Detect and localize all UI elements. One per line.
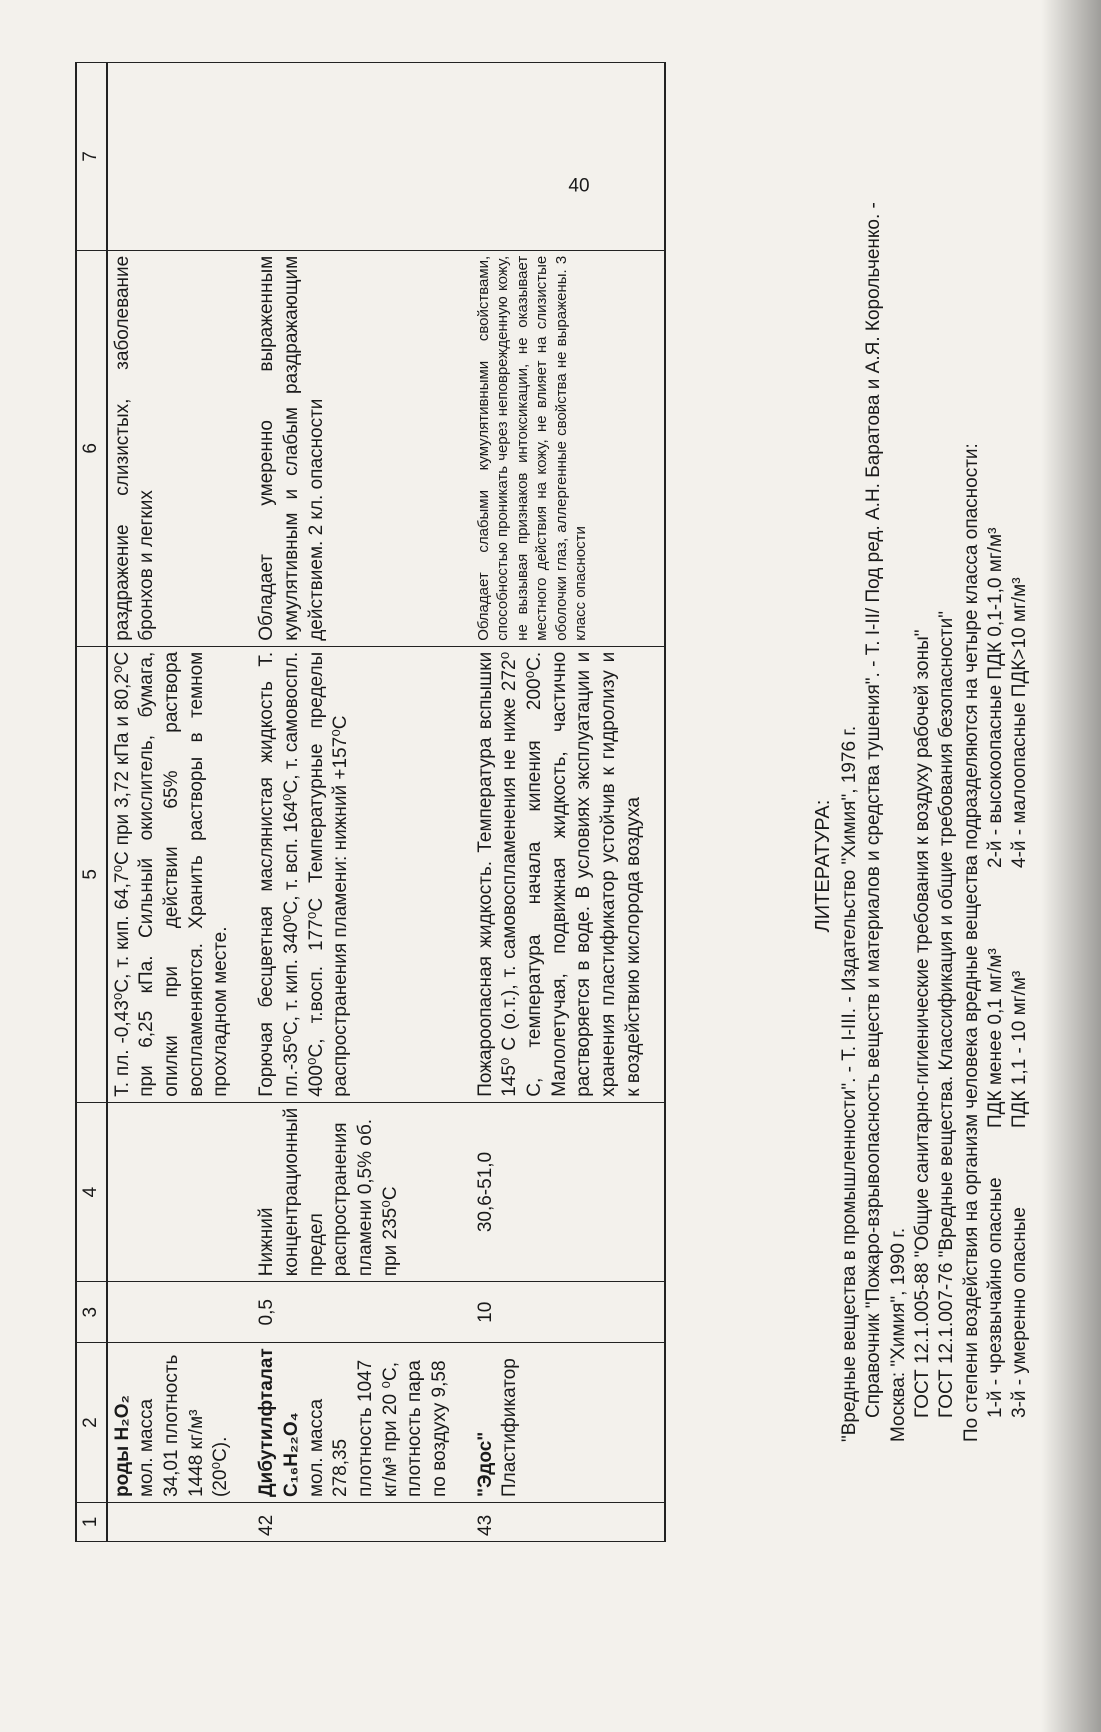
hazard-class-pdk: ПДК 1,1 - 10 мг/м³	[1009, 970, 1031, 1128]
literature-item: Справочник "Пожаро-взрывоопасность веществ и материалов и средства тушения". - Т. I-II/ Под ред. А.Н. Баратова и А.Я. Корольченко. -	[863, 202, 885, 1418]
fire-hazard-cell: Горючая бесцветная маслянистая жидкость Т. пл.-35⁰С, т. кип. 340⁰С, т. всп. 164⁰С, т. самовоспл. 400⁰С, т.восп. 177⁰С Температурные пределы распространения пламени: нижний +157⁰С	[252, 646, 471, 1102]
substance-name: "Эдос"	[474, 1431, 496, 1497]
page-number: 40	[568, 175, 590, 197]
substance-name-cell	[471, 1343, 666, 1503]
concentration-cell	[107, 1102, 252, 1281]
concentration-cell: Нижний концентрационный предел распространения пламени 0,5% об. при 235⁰С	[252, 1102, 471, 1281]
substance-props: Пластификатор	[499, 1358, 521, 1497]
substance-props: мол. масса 34,01 плотность 1448 кг/м³ (20⁰С).	[136, 1354, 232, 1497]
pdk-cell: 0,5	[252, 1282, 471, 1343]
col7-cell	[471, 63, 666, 251]
pdk-cell: 10	[471, 1282, 666, 1343]
literature-item: ГОСТ 12.1.005-88 "Общие санитарно-гигиенические требования к воздуху рабочей зоны"	[911, 629, 933, 1418]
substance-name-cell	[107, 1343, 252, 1503]
col7-cell	[107, 63, 252, 251]
hazard-class-label: 1-й - чрезвычайно опасные	[984, 1177, 1006, 1418]
header-col-3: 3	[76, 1282, 107, 1343]
pdk-cell	[107, 1282, 252, 1343]
hazard-class-row	[1008, 22, 1032, 1442]
hazard-class-pdk: ПДК менее 0,1 мг/м³	[984, 948, 1006, 1128]
table-header-row	[76, 63, 107, 1542]
row-number	[107, 1503, 252, 1542]
hazard-class-second: 2-й - высокоопасные ПДК 0,1-1,0 мг/м³	[984, 527, 1006, 868]
header-col-7: 7	[76, 63, 107, 251]
literature-item: Москва: "Химия", 1990 г.	[887, 1227, 909, 1442]
literature-list	[838, 22, 1033, 1442]
hazard-classes-intro: По степени воздействия на организм человека вредные вещества подразделяются на четыре класса опасности:	[960, 443, 982, 1442]
substance-name: Дибутилфталат C₁₆H₂₂O₄	[256, 1348, 302, 1497]
header-col-1: 1	[76, 1503, 107, 1542]
fire-hazard-cell: Пожароопасная жидкость. Температура вспышки 145⁰ С (о.т.), т. самовоспламенения не ниже 272⁰ С, температура начала кипения 200⁰С. Малолетучая, подвижная жидкость, частично растворяется в воде. В условиях эксплуатации и хранения пластификатор устойчив к гидролизу и к воздействию кислорода воздуха	[471, 646, 666, 1102]
literature-item: ГОСТ 12.1.007-76 "Вредные вещества. Классификация и общие требования безопасности"	[936, 611, 958, 1418]
toxicity-cell: Обладает слабыми кумулятивными свойствами, способностью проникать через неповрежденную кожу, не вызывая признаков интоксикации, не оказывает местного действия на кожу, не влияет на слизистые оболочки глаз, аллергенные свойства не выражены. 3 класс опасности	[471, 250, 666, 646]
header-col-6: 6	[76, 250, 107, 646]
literature-item: "Вредные вещества в промышленности". - Т. I-III. - Издательство "Химия", 1976 г.	[839, 725, 860, 1442]
row-number: 42	[252, 1503, 471, 1542]
page-edge-shadow	[1041, 0, 1101, 1732]
table-row	[471, 63, 666, 1542]
substance-name: роды H₂O₂	[111, 1395, 133, 1497]
hazard-table	[75, 62, 666, 1542]
header-col-4: 4	[76, 1102, 107, 1281]
fire-hazard-cell: Т. пл. -0,43⁰С, т. кип. 64,7⁰С при 3,72 кПа и 80,2⁰С при 6,25 кПа. Сильный окислитель, бумага, опилки при действии 65% раствора воспламеняются. Хранить растворы в темном прохладном месте.	[107, 646, 252, 1102]
literature-title: ЛИТЕРАТУРА:	[812, 799, 834, 933]
substance-name-cell	[252, 1343, 471, 1503]
substance-props: мол. масса 278,35 плотность 1047 кг/м³ при 20 ⁰С, плотность пара по воздуху 9,58	[305, 1359, 450, 1497]
toxicity-cell: Обладает умеренно выраженным кумулятивным и слабым раздражающим действием. 2 кл. опасности	[252, 250, 471, 646]
hazard-class-row	[984, 22, 1008, 1442]
col7-cell	[252, 63, 471, 251]
hazard-class-label: 3-й - умеренно опасные	[1009, 1207, 1031, 1418]
concentration-cell: 30,6-51,0	[471, 1102, 666, 1281]
table-row	[252, 63, 471, 1542]
header-col-5: 5	[76, 646, 107, 1102]
row-number: 43	[471, 1503, 666, 1542]
header-col-2: 2	[76, 1343, 107, 1503]
toxicity-cell: раздражение слизистых, заболевание бронхов и легких	[107, 250, 252, 646]
table-row	[107, 63, 252, 1542]
hazard-class-second: 4-й - малоопасные ПДК>10 мг/м³	[1009, 577, 1031, 868]
